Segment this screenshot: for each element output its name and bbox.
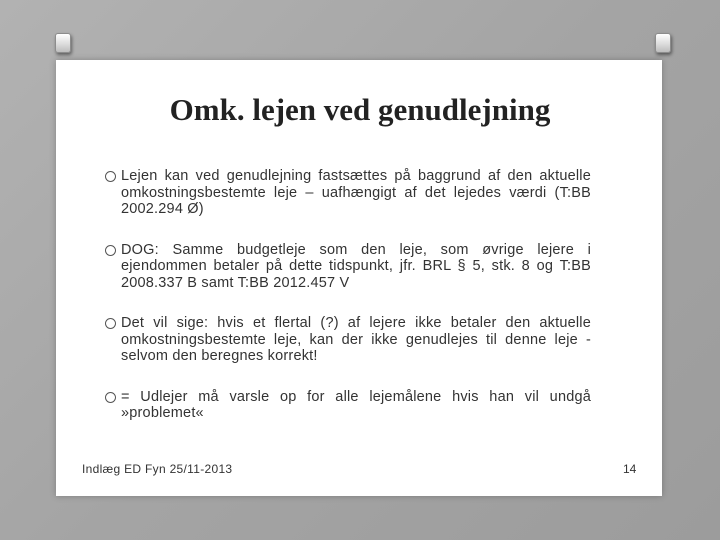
bullet-text: DOG: Samme budgetleje som den leje, som øvrige lejere i ejendommen betaler på dette tidspunkt, jfr. BRL § 5, stk. 8 og T:BB 2008.337 B samt T:BB 2012.457 V (121, 241, 591, 291)
slide-title: Omk. lejen ved genudlejning (169, 92, 551, 127)
bullet-item (121, 168, 591, 218)
bullet-item (121, 242, 591, 292)
pin-icon-left (55, 33, 71, 53)
bullet-circle-icon (105, 245, 116, 256)
bullet-circle-icon (105, 318, 116, 329)
bullet-circle-icon (105, 392, 116, 403)
bullet-circle-icon (105, 171, 116, 182)
bullet-item (121, 315, 591, 365)
bullet-text: = Udlejer må varsle op for alle lejemålene hvis han vil undgå »problemet« (121, 388, 591, 421)
bullet-text: Det vil sige: hvis et flertal (?) af lejere ikke betaler den aktuelle omkostningsbestemte leje, kan der ikke genudlejes til denne leje - selvom den beregnes korrekt! (121, 315, 591, 364)
footer-text: Indlæg ED Fyn 25/11-2013 (82, 462, 233, 476)
bullet-list (121, 168, 591, 422)
bullet-text: Lejen kan ved genudlejning fastsættes på baggrund af den aktuelle omkostningsbestemte leje – uafhængigt af det lejedes værdi (T:BB 2002.294 Ø) (121, 168, 591, 217)
pin-icon-right (655, 33, 671, 53)
bullet-item (121, 389, 591, 422)
page-number: 14 (623, 462, 637, 476)
